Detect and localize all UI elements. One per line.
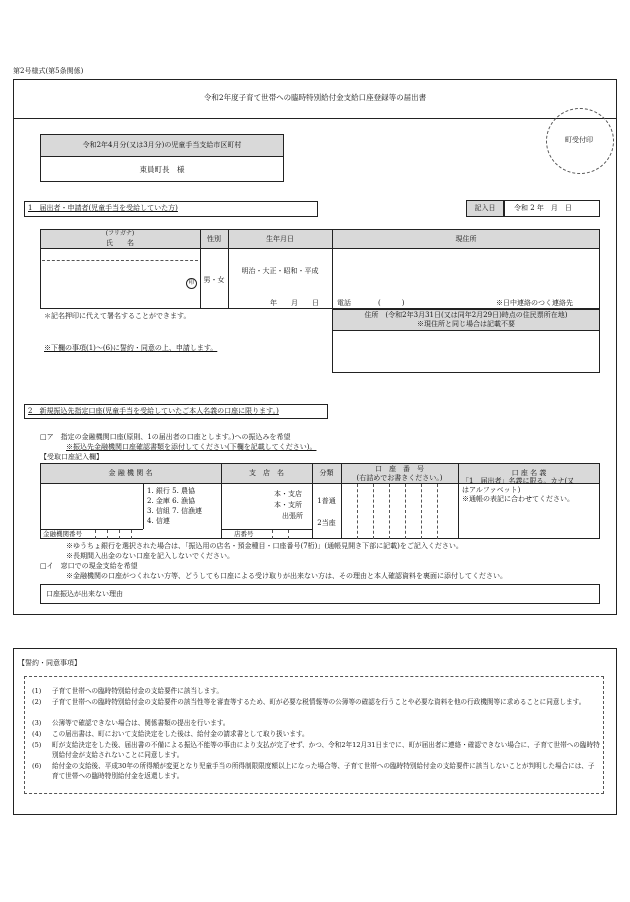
account-no-note: (右詰めでお書きください。) <box>356 474 443 482</box>
holder-note-3: ※通帳の表記に合わせてください。 <box>462 495 574 503</box>
addressee-header: 令和2年4月分(又は3月分)の児童手当支給市区町村 <box>82 141 242 149</box>
holder-header: 口 座 名 義 <box>511 469 547 477</box>
gender-options[interactable]: 男・女 <box>203 276 225 284</box>
birth-ymd: 年 月 日 <box>270 299 319 307</box>
date-value: 令和 2 年 月 日 <box>514 204 572 212</box>
bank-type-1[interactable]: 1. 銀行 5. 農協 <box>147 487 196 495</box>
reason-label: 口座振込が出来ない理由 <box>46 590 123 598</box>
type-header: 分類 <box>319 469 334 477</box>
bank-type-4[interactable]: 4. 信連 <box>147 517 170 525</box>
gender-header: 性別 <box>207 235 221 243</box>
option-a[interactable]: □ア 指定の金融機関口座(原則、1の届出者の口座とします。)への振込みを希望 <box>40 433 291 441</box>
bank-header: 金 融 機 関 名 <box>108 469 153 477</box>
bank-type-3[interactable]: 3. 信組 7. 信漁連 <box>147 507 203 515</box>
date-label: 記入日 <box>474 204 496 212</box>
name-header: 氏 名 <box>106 239 134 247</box>
holder-note-2: はアルファベット) <box>462 486 521 494</box>
bank-type-2[interactable]: 2. 金庫 6. 漁協 <box>147 497 196 505</box>
holder-note-1: 「1 届出者」名義に限る。カナ(又 <box>462 477 575 485</box>
residence-note: ※現住所と同じ場合は記載不要 <box>417 320 515 328</box>
option-b[interactable]: □イ 窓口での現金支給を希望 <box>40 562 138 570</box>
option-b-note: ※金融機関の口座がつくれない方等、どうしても口座による受け取りが出来ない方は、その理由と本人確認資料を裏面に添付してください。 <box>66 572 507 580</box>
branch-type-2[interactable]: 本・支所 <box>274 501 302 509</box>
account-no-header: 口 座 番 号 <box>375 465 424 473</box>
form-label: 第2号様式(第5条関係) <box>13 67 84 75</box>
furigana-label: (フリガナ) <box>105 230 135 237</box>
reason-box[interactable] <box>40 584 600 604</box>
form-title: 令和2年度子育て世帯への臨時特別給付金支給口座登録等の届出書 <box>203 93 427 102</box>
section1-title: 1 届出者・申請者(児童手当を受給していた方) <box>28 204 178 212</box>
phone-label: 電話 <box>337 299 351 307</box>
residence-header: 住所 (令和2年3月31日(又は同年2月29日)時点の住民票所在地) <box>364 311 568 319</box>
branch-type-3[interactable]: 出張所 <box>282 512 303 520</box>
bank-code-label: 金融機関番号 <box>43 530 82 538</box>
yucho-note: ※ゆうちょ銀行を選択された場合は、「振込用の店名・預金種目・口座番号(7桁)」(通帳見開き下部に記載)をご記入ください。 <box>66 542 463 550</box>
seal-label: 印 <box>188 279 195 286</box>
option-a-note: ※振込先金融機関口座確認書類を添付してください(下欄を記載してください)。 <box>66 443 317 451</box>
branch-type-1[interactable]: 本・支店 <box>274 490 302 498</box>
phone-paren[interactable]: ( ) <box>378 299 405 307</box>
pledge-title: 【誓約・同意事項】 <box>18 659 81 667</box>
stamp-label: 町受付印 <box>565 136 593 144</box>
pledge-prompt: ※下欄の事項(1)～(6)に誓約・同意の上、申請します。 <box>44 344 218 352</box>
account-type-1[interactable]: 1普通 <box>317 497 336 505</box>
deposit-note: ※長期間入出金のない口座を記入しないでください。 <box>66 552 234 560</box>
daytime-note: ※日中連絡のつく連絡先 <box>496 299 573 307</box>
account-entry-label: 【受取口座記入欄】 <box>40 453 103 461</box>
branch-code-label: 店番号 <box>234 530 254 538</box>
addressee-name: 東員町長 様 <box>139 165 185 174</box>
birth-header: 生年月日 <box>266 235 294 243</box>
account-type-2[interactable]: 2当座 <box>317 519 336 527</box>
era-options[interactable]: 明治・大正・昭和・平成 <box>241 267 319 275</box>
sign-note: ＊記名押印に代えて署名することができます。 <box>44 312 191 320</box>
branch-header: 支 店 名 <box>249 469 284 477</box>
address-header: 現住所 <box>455 235 477 243</box>
section2-title: 2 新規振込先指定口座(児童手当を受給していたご本人名義の口座に限ります。) <box>28 407 279 415</box>
